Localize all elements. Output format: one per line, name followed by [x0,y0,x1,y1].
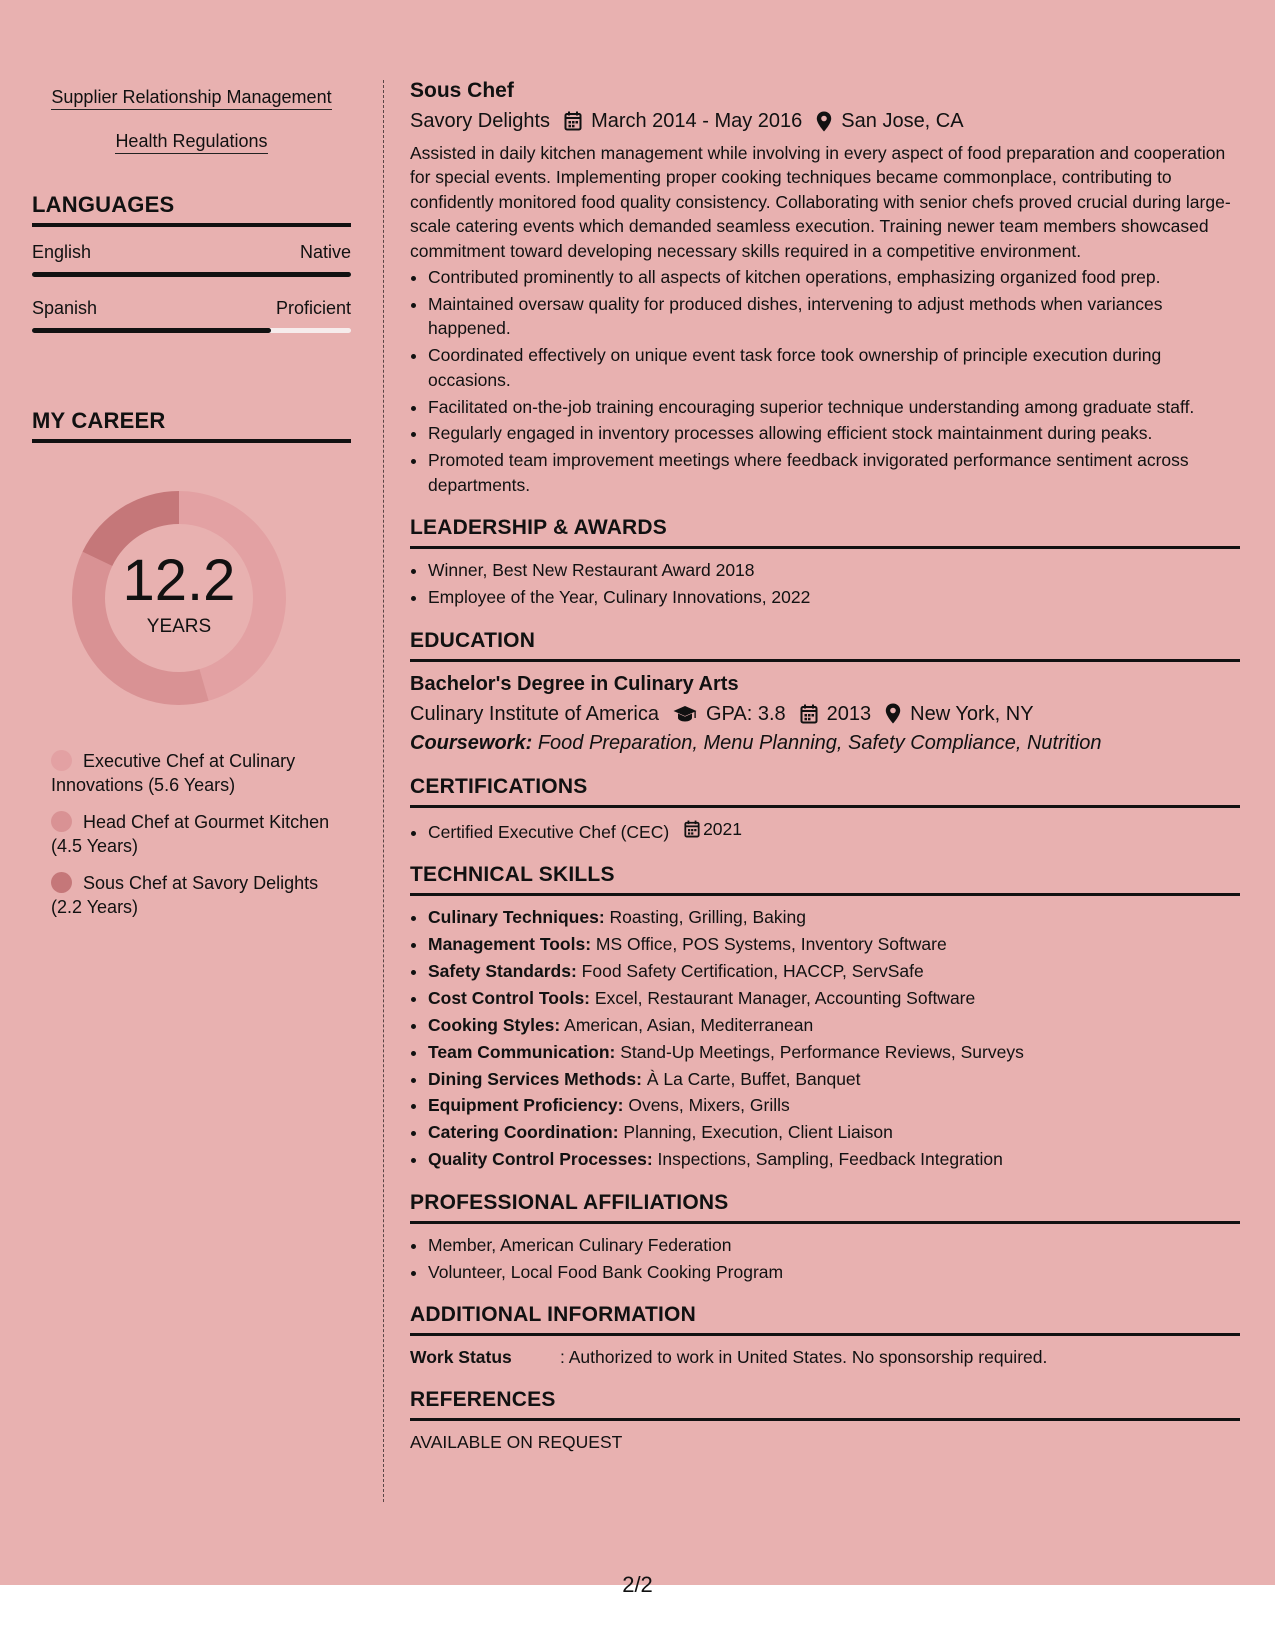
leadership-heading: LEADERSHIP & AWARDS [410,515,1240,549]
list-item [428,1013,1240,1037]
list-item: • Winner, Best New Restaurant Award 2018 [428,558,1240,582]
list-item [428,1093,1240,1117]
location-pin-icon [816,111,832,132]
list-item: • Regularly engaged in inventory processes allowing efficient stock maintainment during peaks. [428,421,1240,445]
language-bar-fill [32,272,351,277]
list-item: • Volunteer, Local Food Bank Cooking Program [428,1260,1240,1284]
skill-label: Dining Services Methods: [428,1068,642,1089]
education-year: 2013 [826,702,872,725]
work-status-label: Work Status [410,1346,512,1367]
education-gpa: GPA: 3.8 [706,702,786,725]
skill-value: Excel, Restaurant Manager, Accounting Software [594,987,976,1008]
job-meta [410,108,1240,134]
career-legend [51,749,341,919]
certification-year: 2021 [703,818,743,839]
skill-value: MS Office, POS Systems, Inventory Software [595,934,947,955]
list-item: • Member, American Culinary Federation [428,1233,1240,1257]
skill-value: American, Asian, Mediterranean [564,1014,814,1035]
graduation-cap-icon [673,705,697,723]
education-coursework [410,730,1240,756]
list-item [428,1120,1240,1144]
language-level: Proficient [275,298,351,318]
references-heading: REFERENCES [410,1387,1240,1421]
language-item [32,297,351,333]
skill-value: Ovens, Mixers, Grills [628,1095,790,1116]
list-item: • Employee of the Year, Culinary Innovations, 2022 [428,585,1240,609]
education-meta [410,701,1240,727]
affiliations-list [410,1233,1240,1284]
certification-name: Certified Executive Chef (CEC) [428,821,670,842]
skill-label: Safety Standards: [428,960,577,981]
career-unit: YEARS [146,616,212,637]
job-location: San Jose, CA [841,110,964,132]
legend-label: Sous Chef at Savory Delights (2.2 Years) [51,873,319,917]
work-status-row [410,1345,1240,1369]
language-item [32,241,351,277]
skill-label: Equipment Proficiency: [428,1095,624,1116]
coursework-value: Food Preparation, Menu Planning, Safety Compliance, Nutrition [537,731,1102,754]
skill-value: Stand-Up Meetings, Performance Reviews, Surveys [620,1041,1024,1062]
skill-label: Quality Control Processes: [428,1149,653,1170]
skill-label: Culinary Techniques: [428,907,605,928]
list-item [428,959,1240,983]
languages-heading: LANGUAGES [32,192,351,227]
skill-label: Cost Control Tools: [428,987,591,1008]
certifications-heading: CERTIFICATIONS [410,774,1240,808]
list-item [428,986,1240,1010]
education-heading: EDUCATION [410,628,1240,662]
calendar-icon [684,820,700,838]
legend-dot [51,811,72,832]
list-item: • Facilitated on-the-job training encouraging superior technique understanding among graduate staff. [428,395,1240,419]
list-item [428,817,1240,845]
skill-label: Cooking Styles: [428,1014,561,1035]
language-bar-fill [32,328,271,333]
skill-value: Roasting, Grilling, Baking [609,907,807,928]
legend-label: Head Chef at Gourmet Kitchen (4.5 Years) [51,812,330,856]
career-total: 12.2 [122,548,236,613]
page-number: 2/2 [622,1572,653,1597]
skill-label: Team Communication: [428,1041,616,1062]
work-status-value: : Authorized to work in United States. No sponsorship required. [560,1346,1048,1367]
calendar-icon [800,704,818,724]
career-heading: MY CAREER [32,408,351,443]
list-item: • Coordinated effectively on unique event task force took ownership of principle execution during occasions. [428,343,1240,392]
job-title: Sous Chef [410,79,514,102]
language-name: English [32,242,92,262]
education-school: Culinary Institute of America [410,702,659,725]
legend-item [51,871,341,919]
legend-item [51,749,341,797]
references-text: AVAILABLE ON REQUEST [410,1431,623,1452]
skill-value: Planning, Execution, Client Liaison [623,1122,893,1143]
certifications-list [410,817,1240,845]
skill-value: À La Carte, Buffet, Banquet [646,1068,861,1089]
list-item [428,1147,1240,1171]
career-donut [66,485,292,711]
language-name: Spanish [32,298,98,318]
leadership-list [410,558,1240,609]
job-summary: Assisted in daily kitchen management while involving in every aspect of food preparation and cooperation for special events. Implementing proper cooking techniques became commonplace, contributing to confidently monitored food quality consistency. Collaborating with senior chefs proved crucial during large-scale catering events which demanded seamless execution. Training newer team members showcased commitment toward developing necessary skills required in a competitive environment. [410,143,1231,261]
list-item [428,1040,1240,1064]
right-column [410,78,1240,1454]
technical-skills-heading: TECHNICAL SKILLS [410,862,1240,896]
calendar-icon [564,111,582,131]
skill-value: Food Safety Certification, HACCP, ServSafe [581,960,924,981]
legend-item [51,810,341,858]
list-item [428,905,1240,929]
legend-label: Executive Chef at Culinary Innovations (5.6 Years) [51,751,296,795]
education-degree: Bachelor's Degree in Culinary Arts [410,672,739,695]
coursework-label: Coursework: [410,731,533,754]
list-item: • Maintained oversaw quality for produced dishes, intervening to adjust methods when variances happened. [428,292,1240,341]
skill-value: Inspections, Sampling, Feedback Integration [657,1149,1003,1170]
location-pin-icon [885,703,901,724]
skill-label: Catering Coordination: [428,1122,619,1143]
list-item: • Promoted team improvement meetings where feedback invigorated performance sentiment across departments. [428,448,1240,497]
job-bullets [410,265,1240,497]
additional-info-heading: ADDITIONAL INFORMATION [410,1302,1240,1336]
education-location: New York, NY [910,702,1034,725]
affiliations-heading: PROFESSIONAL AFFILIATIONS [410,1190,1240,1224]
skill-tag: Supplier Relationship Management [51,86,331,110]
job-company: Savory Delights [410,110,551,132]
job-dates: March 2014 - May 2016 [591,110,803,132]
skill-label: Management Tools: [428,934,592,955]
column-divider [383,80,384,1502]
language-bar [32,272,351,277]
list-item [428,932,1240,956]
language-bar [32,328,351,333]
legend-dot [51,872,72,893]
language-level: Native [299,242,351,262]
list-item [428,1067,1240,1091]
left-column [32,86,351,932]
technical-skills-list [410,905,1240,1172]
skill-tag: Health Regulations [115,130,267,154]
legend-dot [51,750,72,771]
list-item: • Contributed prominently to all aspects of kitchen operations, emphasizing organized food prep. [428,265,1240,289]
